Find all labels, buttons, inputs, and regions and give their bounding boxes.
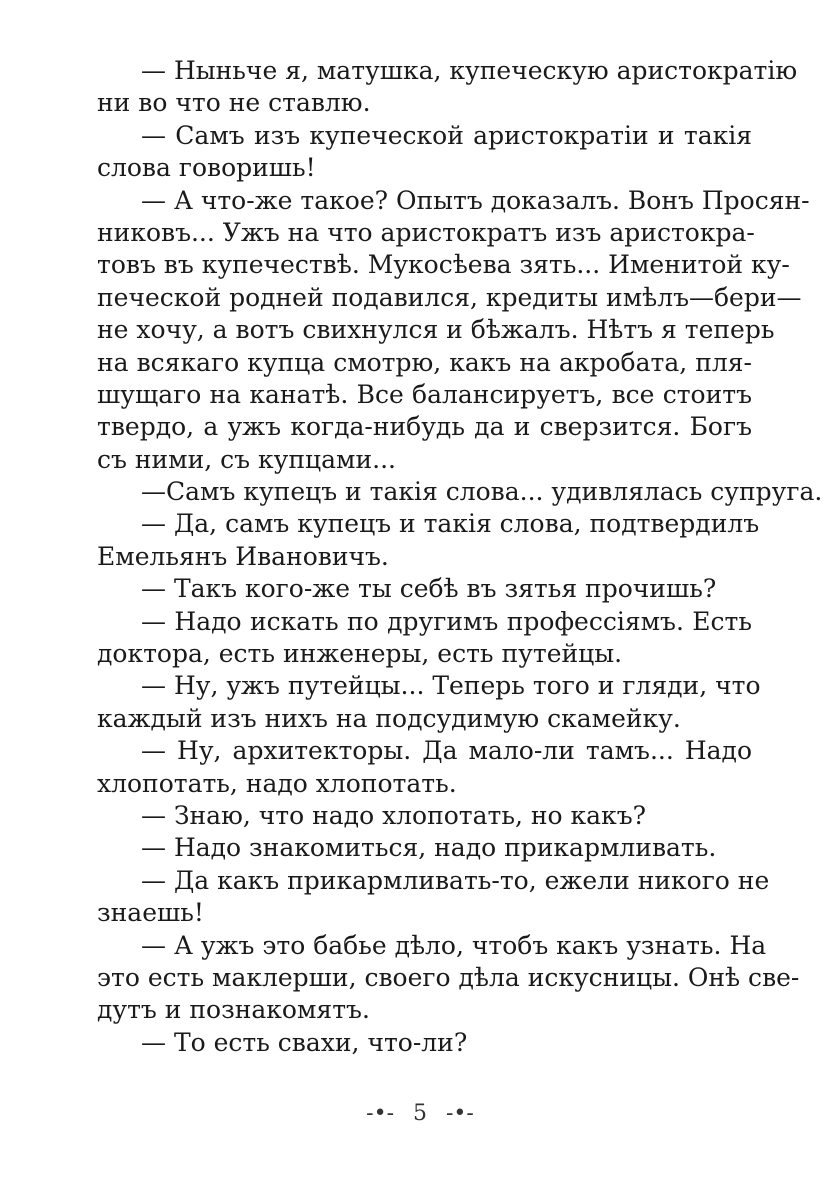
text-line: это есть маклерши, своего дѣла искусницы. Онѣ све- (97, 962, 800, 992)
page-number (0, 1101, 840, 1126)
text-line: товъ въ купечествѣ. Мукосѣева зять... Именитой ку- (97, 250, 790, 280)
page-number-ornament-right: -•- (446, 1101, 474, 1126)
text-line: хлопотать, надо хлопотать. (97, 768, 457, 798)
text-line: — Ныньче я, матушка, купеческую аристократію (141, 56, 798, 85)
text-line: — Такъ кого-же ты себѣ въ зятья прочишь? (141, 574, 717, 604)
text-line: слова говоришь! (97, 153, 316, 183)
text-line: съ ними, съ купцами... (97, 444, 396, 474)
text-line: твердо, а ужъ когда-нибудь да и сверзится. Богъ (97, 412, 752, 442)
page-number-ornament-left: -•- (366, 1101, 394, 1126)
page-body-text (97, 55, 823, 1059)
text-line: —Самъ купецъ и такія слова... удивлялась супруга. (141, 477, 823, 507)
text-line: — Самъ изъ купеческой аристократіи и такія (141, 120, 752, 150)
text-line: — А что-же такое? Опытъ доказалъ. Вонъ Просян- (141, 185, 810, 215)
text-line: — Надо знакомиться, надо прикармливать. (141, 833, 717, 863)
text-line: ни во что не ставлю. (97, 88, 371, 118)
text-line: дутъ и познакомятъ. (97, 995, 370, 1025)
text-line: доктора, есть инженеры, есть путейцы. (97, 639, 623, 669)
text-line: каждый изъ нихъ на подсудимую скамейку. (97, 703, 681, 733)
text-line: — Ну, архитекторы. Да мало-ли тамъ... Надо (141, 736, 752, 766)
text-line: — То есть свахи, что-ли? (141, 1027, 468, 1057)
text-line: Емельянъ Ивановичъ. (97, 541, 389, 571)
text-line: печеской родней подавился, кредиты имѣлъ—бери— (97, 282, 802, 312)
page-number-value: 5 (413, 1101, 427, 1126)
text-line: на всякаго купца смотрю, какъ на акробата, пля- (97, 347, 752, 377)
text-line: шущаго на канатѣ. Все балансируетъ, все стоитъ (97, 379, 752, 409)
text-line: — Да какъ прикармливать-то, ежели никого не (141, 865, 770, 895)
text-line: — Надо искать по другимъ профессіямъ. Есть (141, 606, 752, 636)
text-line: — А ужъ это бабье дѣло, чтобъ какъ узнать. На (141, 930, 767, 960)
text-line: — Да, самъ купецъ и такія слова, подтвердилъ (141, 509, 760, 539)
text-line: знаешь! (97, 898, 204, 928)
text-line: — Ну, ужъ путейцы... Теперь того и гляди, что (141, 671, 761, 701)
text-line: не хочу, а вотъ свихнулся и бѣжалъ. Нѣтъ я теперь (97, 315, 775, 345)
text-line: никовъ... Ужъ на что аристократъ изъ аристокра- (97, 217, 755, 247)
text-line: — Знаю, что надо хлопотать, но какъ? (141, 800, 647, 830)
